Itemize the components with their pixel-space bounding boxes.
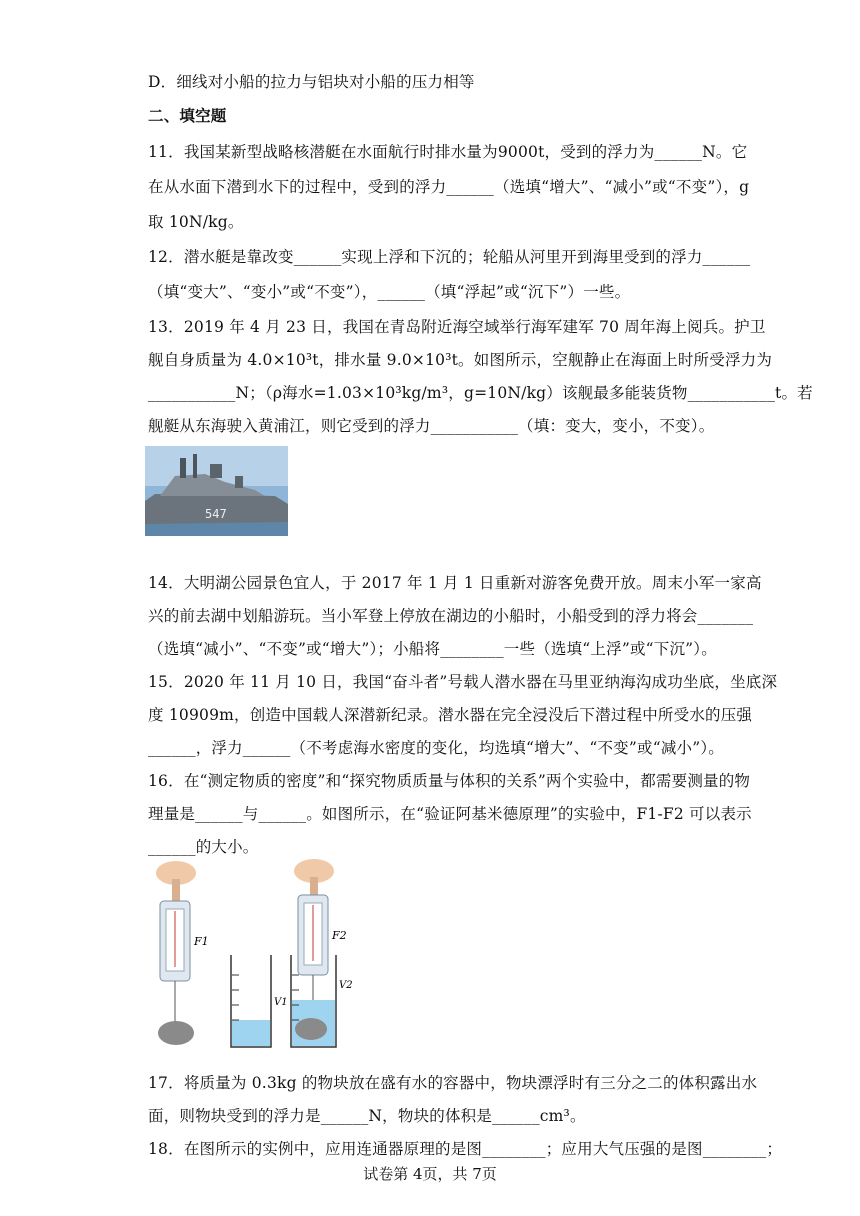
q13-line2: 舰自身质量为 4.0×10³t，排水量 9.0×10³t。如图所示，空舰静止在海面上时所受浮力为: [148, 351, 773, 369]
v2-label: V2: [339, 980, 353, 991]
q14-line2: 兴的前去湖中划船游玩。当小军登上停放在湖边的小船时，小船受到的浮力将会_______: [148, 607, 754, 625]
q14-line3: （选填“减小”、“不变”或“增大”）；小船将________一些（选填“上浮”或“下沉”）。: [148, 640, 717, 658]
q12-line2: （填“变大”、“变小”或“不变”），______（填“浮起”或“沉下”）一些。: [148, 283, 631, 301]
page-footer: 试卷第 4页，共 7页: [363, 1165, 497, 1183]
f2-label: F2: [332, 929, 347, 942]
q11-line1: 11．我国某新型战略核潜艇在水面航行时排水量为9000t，受到的浮力为______N。它: [148, 143, 748, 161]
section-title: 二、填空题: [148, 106, 227, 125]
v1-label: V1: [274, 997, 288, 1008]
q12-line1: 12．潜水艇是靠改变______实现上浮和下沉的；轮船从河里开到海里受到的浮力______: [148, 248, 751, 266]
q17-line2: 面，则物块受到的浮力是______N，物块的体积是______cm³。: [148, 1107, 586, 1125]
q13-line4: 舰艇从东海驶入黄浦江，则它受到的浮力___________（填：变大，变小，不变）。: [148, 417, 715, 435]
ship-number: 547: [205, 507, 227, 521]
q16-line2: 理量是______与______。如图所示，在“验证阿基米德原理”的实验中，F1-F2 可以表示: [148, 805, 752, 823]
q13-line3: ___________N；（ρ海水=1.03×10³kg/m³，g=10N/kg）该舰最多能装货物___________t。若: [148, 384, 813, 402]
q11-line2: 在从水面下潜到水下的过程中，受到的浮力______（选填“增大”、“减小”或“不变”），g: [148, 178, 750, 196]
q17-line1: 17．将质量为 0.3kg 的物块放在盛有水的容器中，物块漂浮时有三分之二的体积露出水: [148, 1074, 758, 1092]
archimedes-experiment-figure: [146, 855, 506, 1055]
q13-line1: 13．2019 年 4 月 23 日，我国在青岛附近海空域举行海军建军 70 周年海上阅兵。护卫: [148, 318, 766, 336]
q15-line1: 15．2020 年 11 月 10 日，我国“奋斗者”号载人潜水器在马里亚纳海沟成功坐底，坐底深: [148, 673, 778, 691]
spring-scale-2: [294, 859, 347, 1015]
warship-photo: [145, 446, 288, 536]
q14-line1: 14．大明湖公园景色宜人，于 2017 年 1 月 1 日重新对游客免费开放。周末小军一家高: [148, 574, 762, 592]
q16-line1: 16．在“测定物质的密度”和“探究物质质量与体积的关系”两个实验中，都需要测量的物: [148, 772, 751, 790]
q16-line3: ______的大小。: [148, 838, 259, 856]
beaker-1: [231, 955, 288, 1047]
option-d: D．细线对小船的拉力与铝块对小船的压力相等: [148, 73, 475, 91]
q11-line3: 取 10N/kg。: [148, 213, 244, 231]
q15-line3: ______，浮力______（不考虑海水密度的变化，均选填“增大”、“不变”或“减小”）。: [148, 739, 724, 757]
q18-line1: 18．在图所示的实例中，应用连通器原理的是图________；应用大气压强的是图________；: [148, 1140, 783, 1158]
q15-line2: 度 10909m，创造中国载人深潜新纪录。潜水器在完全浸没后下潜过程中所受水的压强: [148, 706, 753, 724]
f1-label: F1: [194, 935, 209, 948]
spring-scale-1: [156, 861, 209, 1045]
